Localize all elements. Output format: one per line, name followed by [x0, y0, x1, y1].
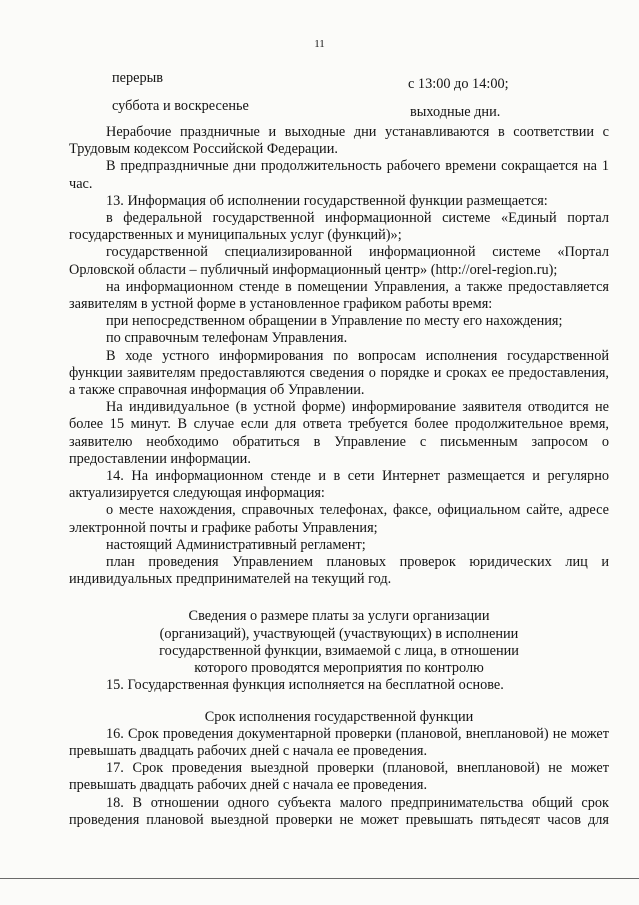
paragraph-nonworking-days: Нерабочие праздничные и выходные дни устанавливаются в соответствии с Трудовым кодексом Российской Федерации.	[69, 124, 609, 158]
paragraph-regulation: настоящий Административный регламент;	[106, 536, 366, 553]
schedule-break-label: перерыв	[112, 70, 163, 86]
heading-line: Сведения о размере платы за услуги организации	[188, 608, 490, 625]
document-body	[69, 124, 609, 829]
paragraph-15: 15. Государственная функция исполняется на бесплатной основе.	[106, 677, 504, 694]
paragraph-18-line1: 18. В отношении одного субъекта малого предпринимательства общий срок	[106, 794, 609, 811]
paragraph-inspection-plan: план проведения Управлением плановых проверок юридических лиц и индивидуальных предпринимателей на текущий год.	[69, 554, 609, 588]
paragraph-federal-portal: в федеральной государственной информационной системе «Единый портал государственных и муниципальных услуг (функций)»;	[69, 210, 609, 244]
page-number: 11	[314, 38, 325, 50]
paragraph-preholiday: В предпраздничные дни продолжительность рабочего времени сокращается на 1 час.	[69, 158, 609, 192]
paragraph-13: 13. Информация об исполнении государственной функции размещается:	[106, 192, 548, 209]
paragraph-16: 16. Срок проведения документарной проверки (плановой, внеплановой) не может превышать двадцать рабочих дней с начала ее проведения.	[69, 725, 609, 759]
heading-line: государственной функции, взимаемой с лица, в отношении	[159, 642, 519, 659]
heading-line: которого проводятся мероприятия по контролю	[194, 660, 484, 677]
heading-fee-info	[69, 608, 609, 677]
paragraph-info-stand: на информационном стенде в помещении Управления, а также предоставляется заявителям в устной форме в установленное графиком работы время:	[69, 278, 609, 313]
paragraph-oral-info: В ходе устного информирования по вопросам исполнения государственной функции заявителям предоставляются сведения о порядке и сроках ее предоставления, а также справочная информация об Управлении.	[69, 347, 609, 399]
page-bottom-rule	[0, 878, 639, 879]
heading-line: (организаций), участвующей (участвующих) в исполнении	[159, 625, 519, 642]
schedule-break-time: с 13:00 до 14:00;	[408, 76, 509, 92]
paragraph-14: 14. На информационном стенде и в сети Интернет размещается и регулярно актуализируется следующая информация:	[69, 468, 609, 502]
paragraph-location-info: о месте нахождения, справочных телефонах, факсе, официальном сайте, адресе электронной почты и графике работы Управления;	[69, 502, 609, 536]
paragraph-phones: по справочным телефонам Управления.	[106, 330, 348, 347]
paragraph-18-line2: проведения плановой выездной проверки не может превышать пятьдесят часов для	[69, 811, 609, 828]
heading-execution-term: Срок исполнения государственной функции	[204, 708, 474, 725]
paragraph-individual-info: На индивидуальное (в устной форме) информирование заявителя отводится не более 15 минут. В случае если для ответа требуется более продолжительное время, заявителю необходимо обратиться в Управление с письменным запросом о предоставлении информации.	[69, 399, 609, 467]
paragraph-17: 17. Срок проведения выездной проверки (плановой, внеплановой) не может превышать двадцать рабочих дней с начала ее проведения.	[69, 760, 609, 794]
paragraph-regional-portal: государственной специализированной информационной системе «Портал Орловской области – публичный информационный центр» (http://orel-region.ru);	[69, 244, 609, 278]
paragraph-direct-visit: при непосредственном обращении в Управление по месту его нахождения;	[106, 313, 563, 330]
schedule-weekend-value: выходные дни.	[410, 104, 501, 120]
schedule-weekend-label: суббота и воскресенье	[112, 98, 249, 114]
